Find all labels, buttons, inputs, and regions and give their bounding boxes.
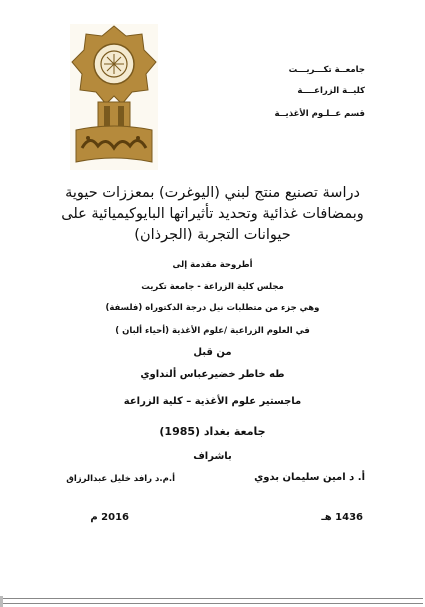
masters-university: جامعة بغداد (1985) <box>159 425 266 438</box>
supervisor-1: أ. د امين سليمان بدوي <box>254 472 365 483</box>
by-label: من قبل <box>193 347 232 358</box>
university-logo <box>68 22 160 172</box>
degree-requirement: وهي جزء من متطلبات نيل درجة الدكتوراه (فلسفة) <box>105 303 320 313</box>
thesis-submitted-line: أطروحة مقدمة إلى <box>172 260 253 270</box>
college-name: كليــة الزراعــــة <box>297 86 365 96</box>
thesis-title: دراسة تصنيع منتج لبني (اليوغرت) بمعززات حيوية وبمضافات غذائية وتحديد تأثيراتها البايوكيميائية على حيوانات التجربة (الجرذان) <box>61 185 364 243</box>
gregorian-date: 2016 م <box>90 512 129 523</box>
hijri-date: 1436 هـ <box>321 512 363 523</box>
page-corner-mark <box>0 596 3 607</box>
field-of-study: في العلوم الزراعية /علوم الأغذية (أحياء ألبان ) <box>115 326 310 336</box>
department-name: قسم عــلـوم الأغذيــة <box>274 109 365 119</box>
supervisor-2: أ.م.د رافد خليل عبدالرزاق <box>66 474 175 484</box>
supervision-label: باشراف <box>193 451 232 462</box>
author-name: طه خاطر خضيرعباس ألنداوي <box>140 369 285 380</box>
masters-degree: ماجستير علوم الأغذية – كلية الزراعة <box>123 396 302 407</box>
council-name: مجلس كلية الزراعة - جامعة تكريت <box>141 282 284 292</box>
page-bottom-border <box>2 598 423 604</box>
university-name: جامعــة تكـــريـــت <box>288 65 365 75</box>
